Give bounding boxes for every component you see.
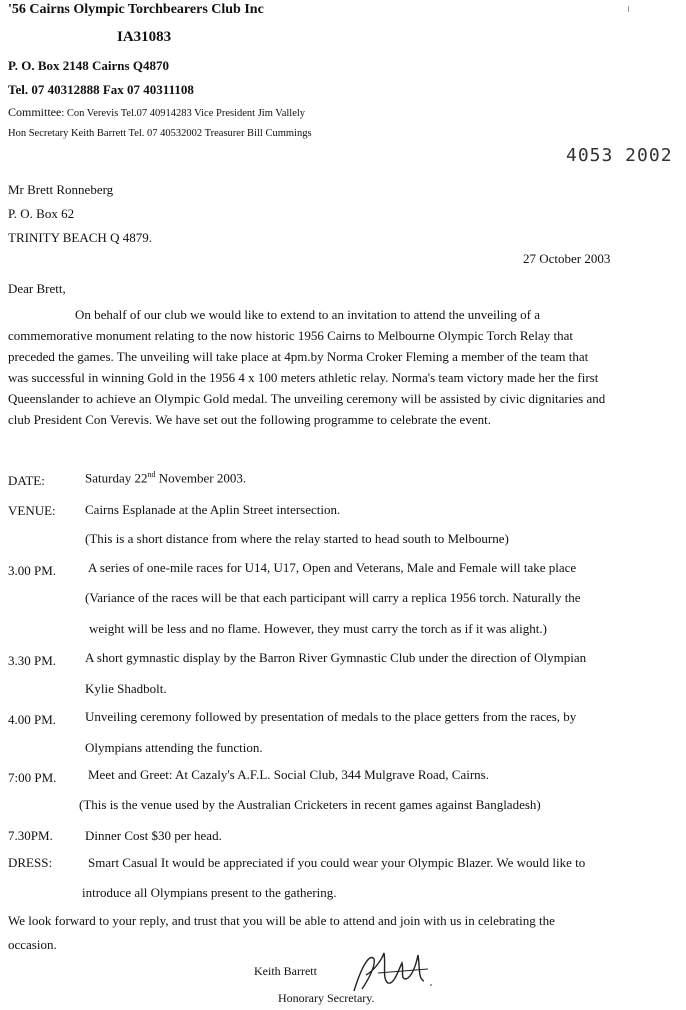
- closing-line: We look forward to your reply, and trust that you will be able to attend and join with us in celebrating the: [8, 913, 555, 928]
- committee-label: Committee: [8, 105, 62, 119]
- dress-cont: introduce all Olympians present to the gathering.: [82, 885, 337, 900]
- tel-fax: Tel. 07 40312888 Fax 07 40311108: [8, 82, 194, 97]
- po-box: P. O. Box 2148 Cairns Q4870: [8, 58, 169, 73]
- signatory-title: Honorary Secretary.: [278, 991, 375, 1005]
- time-label-730: 7.30PM.: [8, 828, 53, 843]
- signature-scribble: [348, 945, 432, 997]
- event-date: [85, 470, 246, 486]
- handwritten-phone-note: 4053 2002: [566, 145, 673, 166]
- venue-text: Cairns Esplanade at the Aplin Street intersection.: [85, 502, 341, 517]
- event-date-main: Saturday 22: [85, 470, 148, 486]
- gymnastics-text: A short gymnastic display by the Barron River Gymnastic Club under the direction of Olympian: [85, 650, 587, 665]
- meet-greet-text: Meet and Greet: At Cazaly's A.F.L. Social Club, 344 Mulgrave Road, Cairns.: [88, 767, 489, 782]
- recipient-name: Mr Brett Ronneberg: [8, 182, 114, 197]
- intro-line: commemorative monument relating to the now historic 1956 Cairns to Melbourne Olympic Torch Relay that: [8, 328, 573, 343]
- recipient-address-1: P. O. Box 62: [8, 206, 75, 221]
- time-label-330: 3.30 PM.: [8, 653, 57, 668]
- races-note-2: weight will be less and no flame. However, they must carry the torch as if it was alight.): [89, 621, 547, 636]
- dress-label: DRESS:: [8, 855, 53, 870]
- intro-line: preceded the games. The unveiling will take place at 4pm.by Norma Croker Fleming a member of the team that: [8, 349, 589, 364]
- club-name: '56 Cairns Olympic Torchbearers Club Inc: [8, 2, 264, 17]
- intro-line: On behalf of our club we would like to extend to an invitation to attend the unveiling of a: [75, 307, 540, 322]
- scan-speck: [430, 984, 432, 986]
- recipient-address-2: TRINITY BEACH Q 4879.: [8, 230, 152, 245]
- races-note-1: (Variance of the races will be that each participant will carry a replica 1956 torch. Naturally the: [85, 590, 581, 605]
- ia-number: IA31083: [117, 29, 172, 45]
- committee-line-1: [8, 105, 305, 120]
- intro-line: club President Con Verevis. We have set out the following programme to celebrate the event.: [8, 412, 491, 427]
- time-label-400: 4.00 PM.: [8, 712, 57, 727]
- letter-date: 27 October 2003: [523, 251, 611, 266]
- dinner-text: Dinner Cost $30 per head.: [85, 828, 222, 843]
- meet-greet-note: (This is the venue used by the Australian Cricketers in recent games against Bangladesh): [79, 797, 541, 812]
- date-label: DATE:: [8, 473, 45, 488]
- time-label-700: 7:00 PM.: [8, 770, 57, 785]
- races-text: A series of one-mile races for U14, U17, Open and Veterans, Male and Female will take place: [88, 560, 577, 575]
- venue-label: VENUE:: [8, 503, 56, 518]
- committee-line-1-text: : Con Verevis Tel.07 40914283 Vice President Jim Vallely: [61, 108, 306, 119]
- event-date-suffix: nd: [147, 470, 156, 479]
- unveiling-text: Unveiling ceremony followed by presentation of medals to the place getters from the races, by: [85, 709, 577, 724]
- intro-line: Queenslander to achieve an Olympic Gold medal. The unveiling ceremony will be assisted by civic dignitaries and: [8, 391, 606, 406]
- time-label-300: 3.00 PM.: [8, 563, 57, 578]
- event-date-rest: November 2003.: [155, 470, 247, 486]
- intro-line: was successful in winning Gold in the 1956 4 x 100 meters athletic relay. Norma's team victory made her the first: [8, 370, 599, 385]
- dress-text: Smart Casual It would be appreciated if you could wear your Olympic Blazer. We would like to: [88, 855, 586, 870]
- salutation: Dear Brett,: [8, 281, 66, 296]
- gymnastics-cont: Kylie Shadbolt.: [85, 681, 167, 696]
- scan-speck: [628, 6, 629, 12]
- unveiling-cont: Olympians attending the function.: [85, 740, 263, 755]
- venue-note: (This is a short distance from where the relay started to head south to Melbourne): [85, 531, 509, 546]
- closing-line: occasion.: [8, 937, 57, 952]
- committee-line-2: Hon Secretary Keith Barrett Tel. 07 40532002 Treasurer Bill Cummings: [8, 128, 312, 139]
- signatory-name: Keith Barrett: [254, 964, 317, 978]
